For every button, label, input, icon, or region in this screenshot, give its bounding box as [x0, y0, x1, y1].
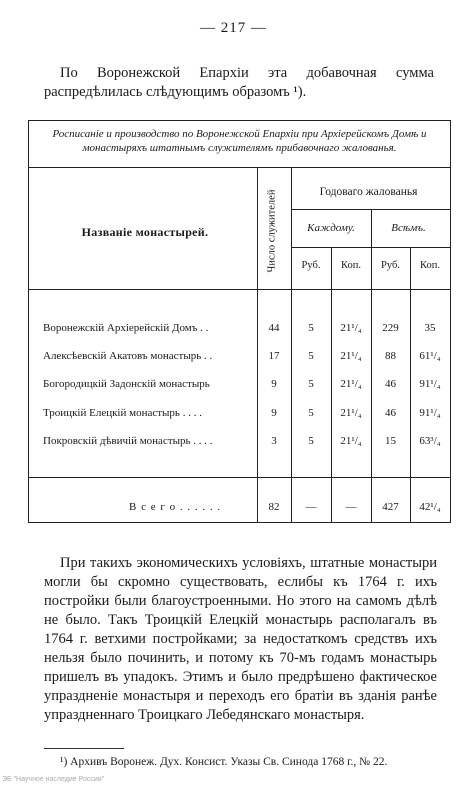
monastery-name: Алексѣевскій Акатовъ монастырь . .: [43, 350, 213, 362]
staff-count: 9: [271, 378, 277, 390]
sub-rub-header: Руб.: [301, 260, 321, 271]
table-rule: [29, 289, 450, 290]
total-all-rub: 427: [382, 501, 399, 513]
table-rule: [29, 477, 450, 478]
table-rule: [291, 167, 292, 522]
total-label: В с е г о . . . . . .: [129, 501, 222, 513]
salary-table: [28, 120, 451, 523]
col-count-label: Число служителей: [266, 189, 278, 273]
intro-text: По Воронежской Епархіи эта добавочная сумма распредѣлилась слѣдующимъ образомъ ¹).: [44, 65, 434, 100]
total-all-kop: 42¹/₄: [419, 501, 441, 513]
all-kop: 61¹/₄: [419, 350, 441, 362]
intro-paragraph: [44, 64, 434, 102]
col-all-header: Всѣмъ.: [391, 222, 426, 234]
all-rub: 229: [382, 322, 399, 334]
footnote-rule: [44, 748, 124, 749]
page-number: — 217 —: [200, 20, 267, 36]
table-rule: [257, 167, 258, 522]
each-rub: 5: [308, 350, 314, 362]
each-kop: 21¹/₄: [340, 435, 362, 447]
table-rule: [29, 167, 450, 168]
all-kop: 35: [424, 322, 436, 334]
monastery-name: Троицкій Елецкій монастырь . . . .: [43, 407, 202, 419]
sub-rub-header: Руб.: [381, 260, 400, 271]
col-count-header: [259, 177, 285, 285]
total-each-kop: —: [345, 501, 357, 513]
all-rub: 46: [385, 378, 396, 390]
sub-kop-header: Коп.: [420, 260, 440, 271]
col-annual-header: Годоваго жалованья: [319, 186, 418, 198]
watermark: ЭБ "Научное наследие России": [2, 776, 105, 783]
each-rub: 5: [308, 322, 314, 334]
sub-kop-header: Коп.: [341, 260, 361, 271]
body-paragraph: [44, 554, 437, 725]
staff-count: 9: [271, 407, 277, 419]
total-each-rub: —: [305, 501, 317, 513]
all-kop: 91¹/₄: [419, 378, 441, 390]
monastery-name: Покровскій дѣвичій монастырь . . . .: [43, 435, 213, 447]
all-kop: 63³/₄: [419, 435, 441, 447]
total-count: 82: [268, 501, 280, 513]
all-rub: 15: [385, 435, 396, 447]
staff-count: 44: [268, 322, 280, 334]
all-rub: 88: [385, 350, 396, 362]
each-kop: 21¹/₄: [340, 378, 362, 390]
table-title: Росписаніе и производство по Воронежской Епархіи при Архіерейскомъ Домѣ и монастыряхъ штатнымъ служителямъ прибавочнаго жалованья.: [52, 128, 427, 154]
each-rub: 5: [308, 435, 314, 447]
footnote: ¹) Архивъ Воронеж. Дух. Консист. Указы Св. Синода 1768 г., № 22.: [60, 756, 388, 768]
monastery-name: Воронежскій Архіерейскій Домъ . .: [43, 322, 209, 334]
col-name-header: Названіе монастырей.: [81, 225, 209, 239]
each-kop: 21¹/₄: [340, 322, 362, 334]
all-rub: 46: [385, 407, 396, 419]
monastery-name: Богородицкій Задонскій монастырь: [43, 378, 210, 390]
each-kop: 21¹/₄: [340, 350, 362, 362]
staff-count: 3: [271, 435, 277, 447]
col-each-header: Каждому.: [307, 222, 355, 234]
each-rub: 5: [308, 378, 314, 390]
table-rule: [371, 209, 372, 522]
body-text: При такихъ экономическихъ условіяхъ, штатные монастыри могли бы скромно существовать, еслибы къ 1764 г. ихъ постройки были благоустроенными. Но этого на самомъ дѣлѣ не было. Такъ Троицкій Елецкій монастырь располагалъ въ 1764 г. ветхими постройками; за недостаткомъ средствъ ихъ нельзя было починить, и потому къ 70-мъ годамъ монастырь пришелъ въ упадокъ. Этимъ и было предрѣшено фактическое упраздненіе монастыря и переходъ его братіи въ зданія ранѣе упраздненнаго Троицкаго Лебедянскаго монастыря.: [44, 555, 437, 723]
staff-count: 17: [268, 350, 280, 362]
each-kop: 21¹/₄: [340, 407, 362, 419]
all-kop: 91¹/₄: [419, 407, 441, 419]
each-rub: 5: [308, 407, 314, 419]
